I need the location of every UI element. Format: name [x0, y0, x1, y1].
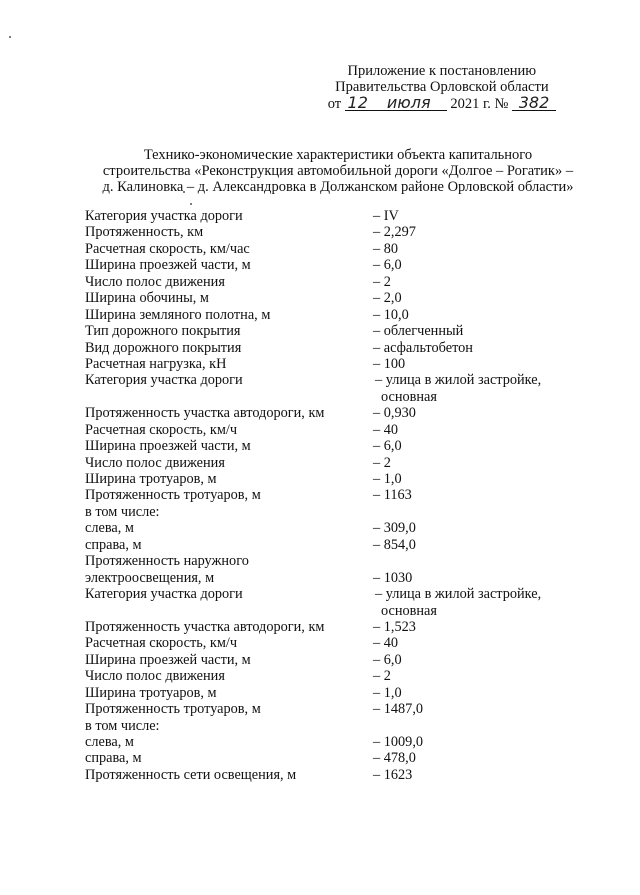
characteristic-value: – 40 — [373, 421, 399, 438]
characteristics-list — [85, 208, 605, 783]
characteristic-value: – 2 — [373, 454, 391, 471]
characteristic-label: Расчетная скорость, км/ч — [85, 421, 238, 438]
characteristic-value: – улица в жилой застройке, — [375, 586, 542, 603]
characteristic-label: справа, м — [85, 536, 142, 553]
characteristic-row — [85, 340, 605, 356]
characteristic-row — [85, 619, 605, 635]
characteristic-value: – 100 — [373, 355, 406, 372]
characteristic-value: – 2,297 — [373, 224, 416, 241]
appendix-header — [328, 63, 556, 112]
characteristic-row — [85, 685, 605, 701]
characteristic-label: Число полос движения — [85, 454, 225, 471]
characteristic-value: – 1,523 — [373, 618, 416, 635]
scan-speck — [190, 203, 192, 205]
characteristic-label: Категория участка дороги — [85, 208, 243, 224]
characteristic-label: справа, м — [85, 750, 142, 767]
characteristic-label: Расчетная нагрузка, кН — [85, 355, 227, 372]
characteristic-label: Число полос движения — [85, 273, 225, 290]
characteristic-value: – 2 — [373, 668, 391, 685]
characteristic-value: – 1,0 — [373, 684, 402, 701]
characteristic-value: – 6,0 — [373, 651, 402, 668]
characteristic-row — [85, 734, 605, 750]
characteristic-label: электроосвещения, м — [85, 569, 215, 586]
characteristic-value: – 1,0 — [373, 471, 402, 487]
characteristic-row — [85, 224, 605, 240]
handwritten-decree-number: 382 — [512, 95, 556, 111]
characteristic-row — [85, 422, 605, 438]
characteristic-value: – 1009,0 — [373, 734, 424, 750]
characteristic-label: Вид дорожного покрытия — [85, 339, 242, 356]
characteristic-value: – 1623 — [373, 766, 413, 783]
characteristic-row — [85, 438, 605, 454]
appendix-line-1: Приложение к постановлению — [347, 63, 537, 79]
characteristic-value: – 1163 — [373, 487, 412, 504]
characteristic-value: – 1030 — [373, 569, 413, 586]
characteristic-value: – IV — [373, 208, 399, 224]
characteristic-row — [85, 570, 605, 586]
characteristic-row — [85, 701, 605, 717]
characteristic-row — [85, 356, 605, 372]
characteristic-value: – улица в жилой застройке, — [375, 372, 542, 389]
characteristic-value: – 10,0 — [373, 306, 409, 323]
characteristic-row — [85, 487, 605, 503]
characteristic-label: Ширина тротуаров, м — [85, 684, 217, 701]
characteristic-value: – 2,0 — [373, 290, 402, 307]
characteristic-row — [85, 307, 605, 323]
characteristic-row — [85, 471, 605, 487]
characteristic-value: основная — [381, 388, 437, 405]
characteristic-label: Ширина тротуаров, м — [85, 471, 217, 487]
characteristic-value: – 2 — [373, 273, 391, 290]
characteristic-value: – 309,0 — [373, 520, 416, 537]
appendix-line-2: Правительства Орловской области — [335, 79, 549, 95]
characteristic-row — [85, 372, 605, 388]
decree-date-line — [328, 95, 556, 112]
characteristic-label: Протяженность наружного — [85, 553, 249, 570]
characteristic-row — [85, 750, 605, 766]
characteristic-row — [85, 455, 605, 471]
characteristic-value: – 40 — [373, 635, 399, 652]
characteristic-value: – 0,930 — [373, 405, 416, 422]
characteristic-label: слева, м — [85, 520, 134, 537]
characteristic-label: Категория участка дороги — [85, 372, 243, 389]
characteristic-row — [85, 241, 605, 257]
characteristic-label: Протяженность тротуаров, м — [85, 487, 261, 504]
characteristic-label: Расчетная скорость, км/ч — [85, 635, 238, 652]
characteristic-label: в том числе: — [85, 503, 160, 520]
characteristic-row — [85, 274, 605, 290]
characteristic-row — [85, 389, 605, 405]
characteristic-row — [85, 208, 605, 224]
characteristic-row — [85, 553, 605, 569]
characteristic-label: Протяженность сети освещения, м — [85, 766, 297, 783]
characteristic-label: Тип дорожного покрытия — [85, 323, 241, 340]
characteristic-label: Ширина проезжей части, м — [85, 438, 251, 455]
characteristic-value: – 6,0 — [373, 257, 402, 274]
characteristic-value: – 6,0 — [373, 438, 402, 455]
characteristic-row — [85, 635, 605, 651]
characteristic-label: Протяженность участка автодороги, км — [85, 618, 325, 635]
characteristic-label: Расчетная скорость, км/час — [85, 240, 250, 257]
characteristic-label: Ширина проезжей части, м — [85, 257, 251, 274]
characteristic-row — [85, 504, 605, 520]
scan-speck — [9, 36, 11, 38]
characteristic-value: – асфальтобетон — [373, 339, 473, 356]
characteristic-label: Ширина проезжей части, м — [85, 651, 251, 668]
handwritten-month: июля — [371, 95, 447, 111]
characteristic-row — [85, 323, 605, 339]
date-prefix: от — [327, 96, 342, 112]
title-line-1: Технико-экономические характеристики объекта капитального — [143, 147, 533, 163]
title-line-3: д. Калиновка – д. Александровка в Должанском районе Орловской области» — [102, 179, 574, 196]
characteristic-value: основная — [381, 602, 437, 619]
handwritten-day: 12 — [345, 95, 371, 111]
characteristic-label: слева, м — [85, 734, 134, 750]
characteristic-label: Протяженность участка автодороги, км — [85, 405, 325, 422]
characteristic-value: – облегченный — [373, 323, 464, 340]
characteristic-row — [85, 537, 605, 553]
document-title — [88, 147, 588, 196]
characteristic-label: в том числе: — [85, 717, 160, 734]
characteristic-value: – 478,0 — [373, 750, 416, 767]
characteristic-row — [85, 718, 605, 734]
characteristic-row — [85, 586, 605, 602]
characteristic-row — [85, 767, 605, 783]
characteristic-value: – 80 — [373, 240, 399, 257]
characteristic-row — [85, 603, 605, 619]
year-number-label: 2021 г. № — [450, 96, 509, 112]
characteristic-row — [85, 668, 605, 684]
characteristic-row — [85, 290, 605, 306]
characteristic-label: Протяженность тротуаров, м — [85, 701, 261, 718]
characteristic-label: Ширина обочины, м — [85, 290, 209, 307]
characteristic-row — [85, 257, 605, 273]
characteristic-label: Число полос движения — [85, 668, 225, 685]
characteristic-row — [85, 520, 605, 536]
characteristic-value: – 854,0 — [373, 536, 416, 553]
characteristic-label: Ширина земляного полотна, м — [85, 306, 271, 323]
characteristic-label: Категория участка дороги — [85, 586, 243, 603]
characteristic-row — [85, 652, 605, 668]
characteristic-value: – 1487,0 — [373, 701, 424, 718]
characteristic-row — [85, 405, 605, 421]
characteristic-label: Протяженность, км — [85, 224, 204, 241]
title-line-2: строительства «Реконструкция автомобильной дороги «Долгое – Рогатик» – — [102, 163, 574, 180]
